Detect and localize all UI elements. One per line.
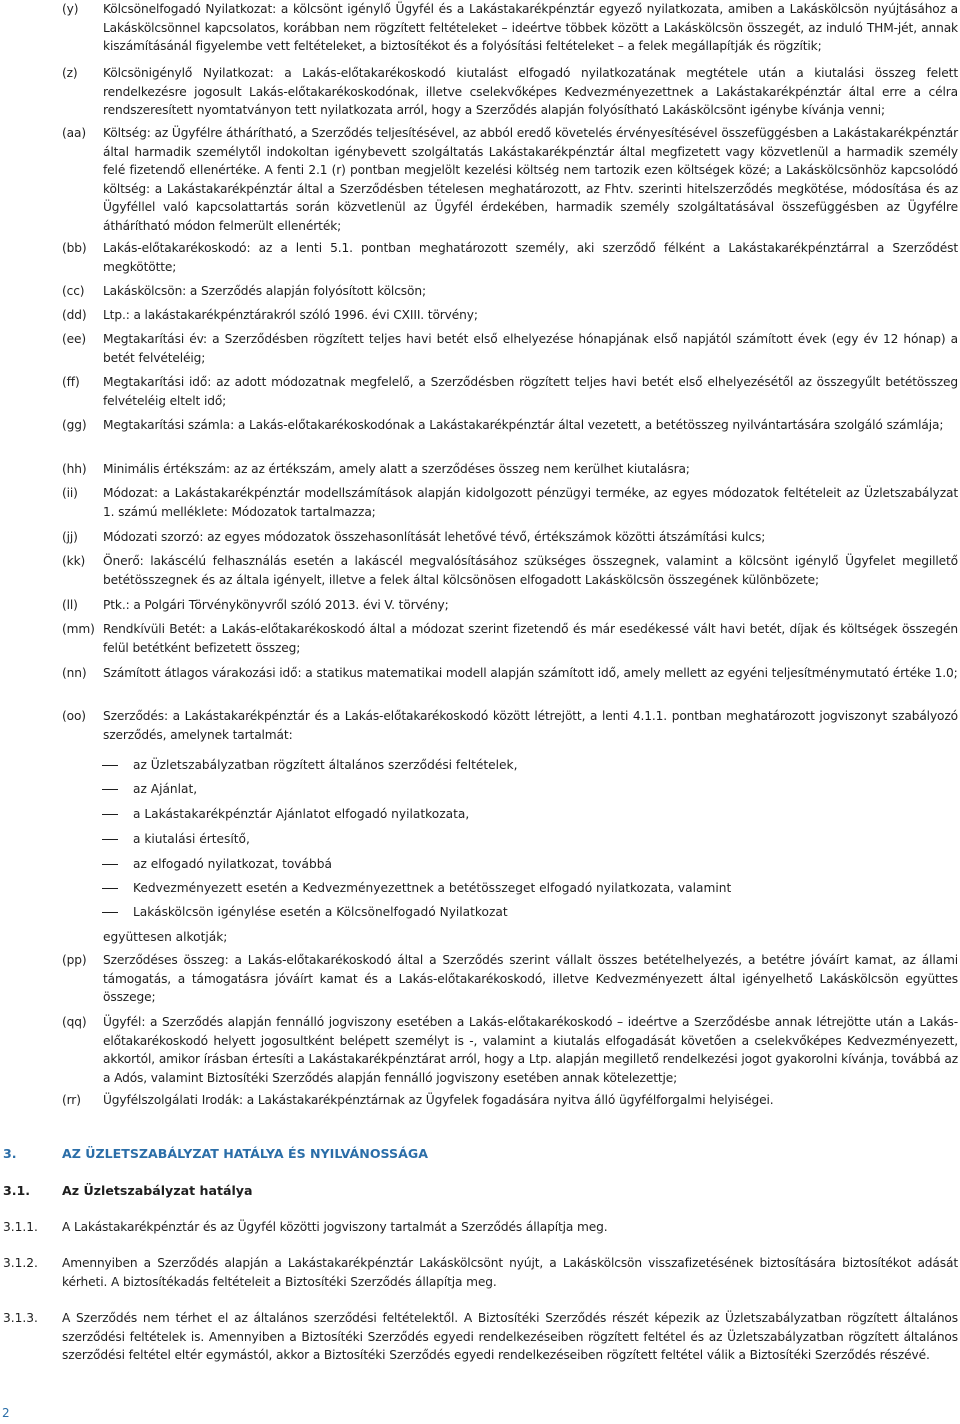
definition-text: Ptk.: a Polgári Törvénykönyvről szóló 2013. évi V. törvény;: [103, 598, 449, 612]
definition-text: Szerződéses összeg: a Lakás-előtakarékoskodó által a Szerződés szerint vállalt összes betételhelyezés, a betétre jóváírt kamat, az állami támogatás, a támogatásra jóváírt kamat és a Lakás-előtakarékoskodó, illetve Kedvezményezett által igényelhető Lakáskölcsön együttes összege;: [103, 953, 958, 1005]
definition-label: (gg): [62, 418, 87, 432]
definition-label: (mm): [62, 622, 95, 636]
definition-text: Számított átlagos várakozási idő: a statikus matematikai modell alapján számított idő, amely mellett az egyéni teljesítménymutató értéke 1.0;: [103, 666, 958, 680]
definition-label: (pp): [62, 953, 87, 967]
subsection-title: Az Üzletszabályzat hatálya: [62, 1183, 253, 1198]
definition-text: Lakás-előtakarékoskodó: az a lenti 5.1. pontban meghatározott személy, aki szerződő félként a Lakástakarékpénztárral a Szerződést megkötötte;: [103, 241, 958, 274]
definition-text: Módozat: a Lakástakarékpénztár modellszámítások alapján kidolgozott pénzügyi terméke, az egyes módozatok feltételeit az Üzletszabályzat 1. számú melléklete: Módozatok tartalmazza;: [103, 486, 958, 519]
definition-label: (z): [62, 66, 78, 80]
dash-bullet: [102, 765, 118, 766]
definition-label: (nn): [62, 666, 87, 680]
contract-list-tail: együttesen alkotják;: [103, 930, 228, 944]
definition-label: (oo): [62, 709, 86, 723]
dash-bullet: [102, 839, 118, 840]
dash-bullet: [102, 912, 118, 913]
definition-label: (ll): [62, 598, 78, 612]
definition-label: (hh): [62, 462, 87, 476]
paragraph-number: 3.1.3.: [3, 1311, 38, 1325]
paragraph-text: A Lakástakarékpénztár és az Ügyfél közötti jogviszony tartalmát a Szerződés állapítja meg.: [62, 1220, 608, 1234]
definition-label: (ii): [62, 486, 78, 500]
dash-bullet: [102, 888, 118, 889]
definition-text: Szerződés: a Lakástakarékpénztár és a Lakás-előtakarékoskodó között létrejött, a lenti 4.1.1. pontban meghatározott jogviszonyt szabályozó szerződés, amelynek tartalmát:: [103, 709, 958, 742]
definition-text: Lakáskölcsön: a Szerződés alapján folyósított kölcsön;: [103, 284, 426, 298]
subsection-number: 3.1.: [3, 1183, 31, 1198]
definition-text: Módozati szorzó: az egyes módozatok összehasonlítását lehetővé tévő, értékszámok közötti átszámítási kulcs;: [103, 530, 766, 544]
definition-text: Minimális értékszám: az az értékszám, amely alatt a szerződéses összeg nem kerülhet kiutalásra;: [103, 462, 690, 476]
definition-text: Önerő: lakáscélú felhasználás esetén a lakáscél megvalósításához szükséges összegnek, valamint a kölcsönt igénylő Ügyfelet megillető betétösszegnek és az általa igényelt, illetve a felek által kölcsönösen elfogadott Lakáskölcsön összegének különbözete;: [103, 554, 958, 587]
definition-text: Kölcsönigénylő Nyilatkozat: a Lakás-előtakarékoskodó kiutalást elfogadó nyilatkozatának megtétele után a kiutalási összeg felett rendelkezésre jogosult Lakás-előtakarékoskodónak, illetve cselekvőképes Kedvezményezettnek a Lakástakarékpénztár által erre a célra rendszeresített nyomtatványon tett nyilatkozata arról, hogy a Szerződés alapján folyósítható Lakáskölcsönt igénybe kívánja venni;: [103, 66, 958, 118]
definition-label: (y): [62, 2, 79, 16]
definition-text: Megtakarítási év: a Szerződésben rögzített teljes havi betét első elhelyezése hónapjának első napjától számított évek (egy év 12 hónap) a betét felvételéig;: [103, 332, 958, 365]
section-number: 3.: [3, 1146, 17, 1161]
definition-label: (ff): [62, 375, 80, 389]
paragraph-text: Amennyiben a Szerződés alapján a Lakástakarékpénztár Lakáskölcsönt nyújt, a Lakáskölcsön visszafizetésének biztosítására biztosítékot adását kérheti. A biztosítékadás feltételeit a Biztosítéki Szerződés állapítja meg.: [62, 1256, 958, 1289]
page-number: 2: [2, 1406, 10, 1420]
definition-label: (bb): [62, 241, 87, 255]
definition-text: Rendkívüli Betét: a Lakás-előtakarékoskodó által a módozat szerint fizetendő és már esedékessé vált havi betét, díjak és költségek összegén felül betétként befizetett összeg;: [103, 622, 958, 655]
paragraph-text: A Szerződés nem térhet el az általános szerződési feltételektől. A Biztosítéki Szerződés részét képezik az Üzletszabályzatban rögzített általános szerződési feltételek is. Amennyiben a Biztosítéki Szerződés egyedi rendelkezéseiben rögzített feltétel és az Üzletszabályzatban rögzített általános szerződési feltétel eltér egymástól, akkor a Biztosítéki Szerződés egyedi rendelkezéseiben rögzített feltétel válik a Biztosítéki Szerződés részévé.: [62, 1311, 958, 1363]
document-page: (y) Kölcsönelfogadó Nyilatkozat: a kölcsönt igénylő Ügyfél és a Lakástakarékpénztár egyező nyilatkozata, amiben a Lakáskölcsön nyújtásához a Lakáskölcsönnel kapcsolatos, korábban nem rögzített feltételeket – ideértve többek között a Lakáskölcsön összegét, az induló THM-jét, annak kiszámításánál figyelembe vett feltételeket, a biztosítékot és a folyósítási feltételeket – a felek megállapítják és rögzítik; (z) Kölcsönigénylő Nyilatkozat: a Lakás-előtakarékoskodó kiutalást elfogadó nyilatkozatának megtétele után a kiutalási összeg felett rendelkezésre jogosult Lakás-előtakarékoskodónak, illetve cselekvőképes Kedvezményezettnek a Lakástakarékpénztár által erre a célra rendszeresített nyomtatványon tett nyilatkozata arról, hogy a Szerződés alapján folyósítható Lakáskölcsönt igénybe kívánja venni; (aa) Költség: az Ügyfélre áthárítható, a Szerződés teljesítésével, az abból eredő követelés érvényesítésével összefüggésben a Lakástakarékpénztár által harmadik személytől indokoltan igénybevett szolgáltatás Lakástakarékpénztár által megfizetett vagy közvetlenül a harmadik személy felé fizetendő ellenértéke. A fenti 2.1 (r) pontban megjelölt kezelési költség nem tartozik ezen költségek közé; a Lakáskölcsönhöz kapcsolódó költség: a Lakástakarékpénztár által a Szerződésben tételesen meghatározott, az Fhtv. szerinti hitelszerződés megkötése, módosítása és az Ügyféllel való kapcsolattartás során közvetlenül az Ügyfél érdekében, harmadik személy szolgáltatásával összefüggésben az Ügyfélre áthárítható módon felmerült ellenérték; (bb) Lakás-előtakarékoskodó: az a lenti 5.1. pontban meghatározott személy, aki szerződő félként a Lakástakarékpénztárral a Szerződést megkötötte; (cc) Lakáskölcsön: a Szerződés alapján folyósított kölcsön; (dd) Ltp.: a lakástakarékpénztárakról szóló 1996. évi CXIII. törvény; (ee) Megtakarítási év: a Szerződésben rögzített teljes havi betét első elhelyezése hónapjának első napjától számított évek (egy év 12 hónap) a betét felvételéig; (ff) Megtakarítási idő: az adott módozatnak megfelelő, a Szerződésben rögzített teljes havi betét első elhelyezésétől az összegyűlt betétösszeg felvételéig eltelt idő; (gg) Megtakarítási számla: a Lakás-előtakarékoskodónak a Lakástakarékpénztár által vezetett, a betétösszeg nyilvántartására szolgáló számlája; (hh) Minimális értékszám: az az értékszám, amely alatt a szerződéses összeg nem kerülhet kiutalásra; (ii) Módozat: a Lakástakarékpénztár modellszámítások alapján kidolgozott pénzügyi terméke, az egyes módozatok feltételeit az Üzletszabályzat 1. számú melléklete: Módozatok tartalmazza; (jj) Módozati szorzó: az egyes módozatok összehasonlítását lehetővé tévő, értékszámok közötti átszámítási kulcs; (kk) Önerő: lakáscélú felhasználás esetén a lakáscél megvalósításához szükséges összegnek, valamint a kölcsönt igénylő Ügyfelet megillető betétösszegnek és az általa igényelt, illetve a felek által kölcsönösen elfogadott Lakáskölcsön összegének különbözete; (ll) Ptk.: a Polgári Törvénykönyvről szóló 2013. évi V. törvény; (mm) Rendkívüli Betét: a Lakás-előtakarékoskodó által a módozat szerint fizetendő és már esedékessé vált havi betét, díjak és költségek összegén felül betétként befizetett összeg; (nn) Számított átlagos várakozási idő: a statikus matematikai modell alapján számított idő, amely mellett az egyéni teljesítménymutató értéke 1.0; (oo) Szerződés: a Lakástakarékpénztár és a Lakás-előtakarékoskodó között létrejött, a lenti 4.1.1. pontban meghatározott jogviszonyt szabályozó szerződés, amelynek tartalmát: az Üzletszabályzatban rögzített általános szerződési feltételek, az Ajánlat, a Lakástakarékpénztár Ajánlatot elfogadó nyilatkozata, a kiutalási értesítő, az elfogadó nyilatkozat, továbbá Kedvezményezett esetén a Kedvezményezettnek a betétösszeget elfogadó nyilatkozata, valamint Lakáskölcsön igénylése esetén a Kölcsönelfogadó Nyilatkozat együttesen alkotják; (pp) Szerződéses összeg: a Lakás-előtakarékoskodó által a Szerződés szerint vállalt összes betételhelyezés, a betétre jóváírt kamat, az állami támogatás, a támogatásra jóváírt kamat és a Lakás-előtakarékoskodó, illetve Kedvezményezett által igényelhető Lakáskölcsön együttes összege; (qq) Ügyfél: a Szerződés alapján fennálló jogviszony esetében a Lakás-előtakarékoskodó – ideértve a Szerződésbe annak létrejötte után a Lakás-előtakarékoskodó helyett jogosultként belépett személyt is -, valamint a kiutalás elfogadását követően a cselekvőképes Kedvezményezett, akkortól, amikor írásban értesíti a Lakástakarékpénztárat arról, hogy a Ltp. alapján megillető rendelkezési jogot gyakorolni kívánja, továbbá az a Adós, valamint Biztosítéki Szerződés alapján fennálló jogviszony esetében annak kötelezettje; (rr) Ügyfélszolgálati Irodák: a Lakástakarékpénztárnak az Ügyfelek fogadására nyitva álló ügyfélforgalmi helyiségei. 3. AZ ÜZLETSZABÁLYZAT HATÁLYA ÉS NYILVÁNOSSÁGA 3.1. Az Üzletszabályzat hatálya 3.1.1. A Lakástakarékpénztár és az Ügyfél közötti jogviszony tartalmát a Szerződés állapítja meg. 3.1.2. Amennyiben a Szerződés alapján a Lakástakarékpénztár Lakáskölcsönt nyújt, a Lakáskölcsön visszafizetésének biztosítására biztosítékot adását kérheti. A biztosítékadás feltételeit a Biztosítéki Szerződés állapítja meg. 3.1.3. A Szerződés nem térhet el az általános szerződési feltételektől. A Biztosítéki Szerződés részét képezik az Üzletszabályzatban rögzített általános szerződési feltételek is. Amennyiben a Biztosítéki Szerződés egyedi rendelkezéseiben rögzített feltétel és az Üzletszabályzatban rögzített általános szerződési feltétel eltér egymástól, akkor a Biztosítéki Szerződés egyedi rendelkezéseiben rögzített feltétel válik a Biztosítéki Szerződés részévé. 2: [2, 2, 958, 1420]
definition-label: (jj): [62, 530, 78, 544]
definition-text: Ügyfélszolgálati Irodák: a Lakástakarékpénztárnak az Ügyfelek fogadására nyitva álló ügyfélforgalmi helyiségei.: [103, 1093, 774, 1107]
definition-label: (rr): [62, 1093, 81, 1107]
definition-label: (qq): [62, 1015, 87, 1029]
definition-text: Kölcsönelfogadó Nyilatkozat: a kölcsönt igénylő Ügyfél és a Lakástakarékpénztár egyező nyilatkozata, amiben a Lakáskölcsön nyújtásához a Lakáskölcsönnel kapcsolatos, korábban nem rögzített feltételeket – ideértve többek között a Lakáskölcsön összegét, az induló THM-jét, annak kiszámításánál figyelembe vett feltételeket, a biztosítékot és a folyósítási feltételeket – a felek megállapítják és rögzítik;: [103, 2, 958, 54]
definition-text: Ltp.: a lakástakarékpénztárakról szóló 1996. évi CXIII. törvény;: [103, 308, 478, 322]
definition-label: (kk): [62, 554, 86, 568]
definition-text: Költség: az Ügyfélre áthárítható, a Szerződés teljesítésével, az abból eredő követelés érvényesítésével összefüggésben a Lakástakarékpénztár által harmadik személytől indokoltan igénybevett szolgáltatás Lakástakarékpénztár által megfizetett vagy közvetlenül a harmadik személy felé fizetendő ellenértéke. A fenti 2.1 (r) pontban megjelölt kezelési költség nem tartozik ezen költségek közé; a Lakáskölcsönhöz kapcsolódó költség: a Lakástakarékpénztár által a Szerződésben tételesen meghatározott, az Fhtv. szerinti hitelszerződés megkötése, módosítása és az Ügyféllel való kapcsolattartás során közvetlenül az Ügyfél érdekében, harmadik személy szolgáltatásával összefüggésben az Ügyfélre áthárítható módon felmerült ellenérték;: [103, 126, 958, 233]
definition-label: (dd): [62, 308, 87, 322]
definition-text: Megtakarítási számla: a Lakás-előtakarékoskodónak a Lakástakarékpénztár által vezetett, a betétösszeg nyilvántartására szolgáló számlája;: [103, 418, 944, 432]
definition-label: (aa): [62, 126, 86, 140]
paragraph-number: 3.1.1.: [3, 1220, 38, 1234]
definition-label: (ee): [62, 332, 87, 346]
definition-label: (cc): [62, 284, 85, 298]
dash-bullet: [102, 864, 118, 865]
paragraph-number: 3.1.2.: [3, 1256, 38, 1270]
definition-text: Ügyfél: a Szerződés alapján fennálló jogviszony esetében a Lakás-előtakarékoskodó – ideértve a Szerződésbe annak létrejötte után a Lakás-előtakarékoskodó helyett jogosultként belépett személyt is -, valamint a kiutalás elfogadását követően a cselekvőképes Kedvezményezett, akkortól, amikor írásban értesíti a Lakástakarékpénztárat arról, hogy a Ltp. alapján megillető rendelkezési jogot gyakorolni kívánja, továbbá az a Adós, valamint Biztosítéki Szerződés alapján fennálló jogviszony esetében annak kötelezettje;: [103, 1015, 958, 1085]
definition-text: Megtakarítási idő: az adott módozatnak megfelelő, a Szerződésben rögzített teljes havi betét első elhelyezésétől az összegyűlt betétösszeg felvételéig eltelt idő;: [103, 375, 958, 408]
dash-bullet: [102, 814, 118, 815]
dash-bullet: [102, 789, 118, 790]
section-title: AZ ÜZLETSZABÁLYZAT HATÁLYA ÉS NYILVÁNOSSÁGA: [62, 1146, 428, 1161]
